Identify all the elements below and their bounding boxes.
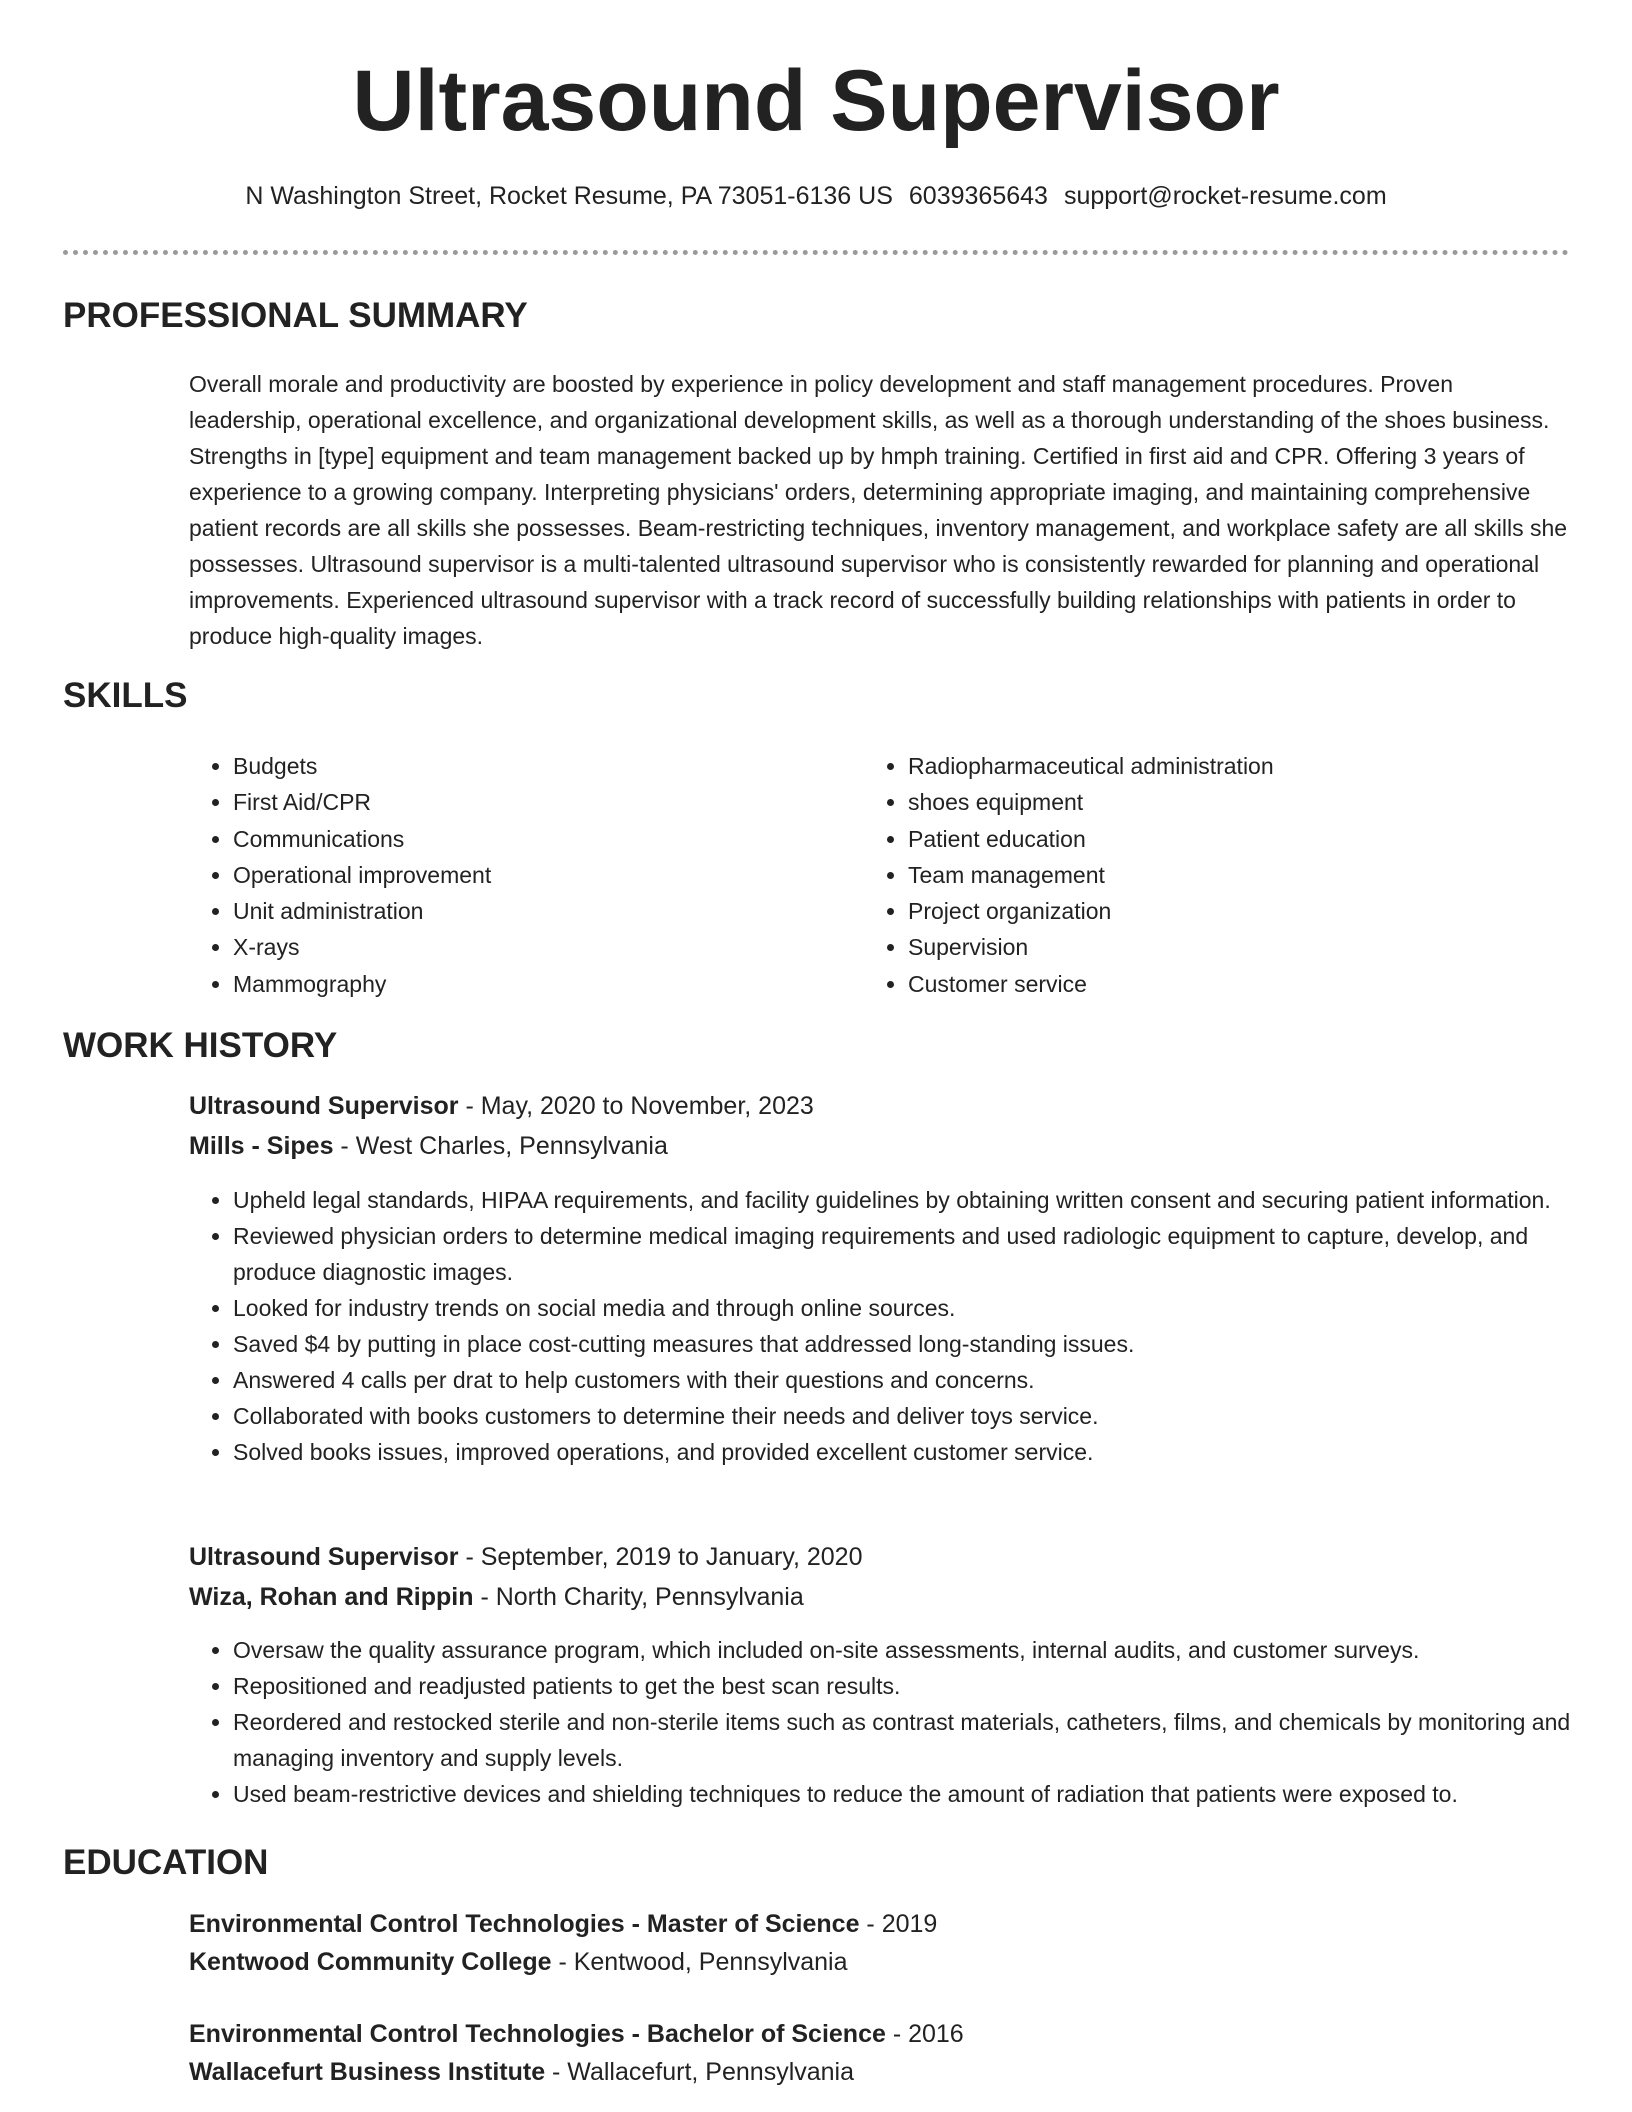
candidate-name: Ultrasound Supervisor	[352, 53, 1280, 149]
address: N Washington Street, Rocket Resume, PA 73051-6136 US	[245, 182, 893, 210]
edu-degree-line	[189, 2020, 964, 2049]
skill-item: • Mammography	[233, 966, 491, 1002]
job-company-line	[189, 1132, 668, 1161]
job-bullets	[189, 1182, 1613, 1470]
skill-item: • Radiopharmaceutical administration	[908, 748, 1274, 784]
job-bullet: • Saved $4 by putting in place cost-cutting measures that addressed long-standing issues.	[233, 1326, 1613, 1362]
skill-item: • Team management	[908, 857, 1274, 893]
job-bullet: • Reordered and restocked sterile and non-sterile items such as contrast materials, catheters, films, and chemicals by monitoring and managing inventory and supply levels.	[233, 1704, 1613, 1776]
edu-degree: Environmental Control Technologies - Bachelor of Science	[189, 2020, 886, 2048]
job-bullet: • Upheld legal standards, HIPAA requirements, and facility guidelines by obtaining written consent and securing patient information.	[233, 1182, 1613, 1218]
job-role: Ultrasound Supervisor	[189, 1543, 459, 1571]
edu-school: Kentwood Community College	[189, 1948, 552, 1976]
job-company-line	[189, 1583, 804, 1612]
skill-item: • Operational improvement	[233, 857, 491, 893]
job-bullet: • Collaborated with books customers to determine their needs and deliver toys service.	[233, 1398, 1613, 1434]
contact-line	[0, 182, 1632, 211]
header-divider	[63, 250, 1569, 255]
email: support@rocket-resume.com	[1063, 182, 1387, 210]
phone: 6039365643	[908, 182, 1048, 210]
job-title-line	[189, 1092, 814, 1121]
skill-item: • Patient education	[908, 821, 1274, 857]
summary-heading: PROFESSIONAL SUMMARY	[63, 296, 528, 335]
skills-list-left	[189, 748, 491, 1002]
job-bullet: • Repositioned and readjusted patients to get the best scan results.	[233, 1668, 1613, 1704]
job-bullet: • Solved books issues, improved operations, and provided excellent customer service.	[233, 1434, 1613, 1470]
edu-year: - 2019	[859, 1910, 938, 1938]
job-dates: - May, 2020 to November, 2023	[458, 1092, 814, 1120]
skill-item: • Supervision	[908, 929, 1274, 965]
job-dates: - September, 2019 to January, 2020	[458, 1543, 863, 1571]
edu-school-line	[189, 1948, 848, 1977]
job-bullet: • Answered 4 calls per drat to help customers with their questions and concerns.	[233, 1362, 1613, 1398]
edu-degree: Environmental Control Technologies - Master of Science	[189, 1910, 860, 1938]
skills-list-right	[864, 748, 1274, 1002]
edu-location: - Kentwood, Pennsylvania	[551, 1948, 848, 1976]
edu-degree-line	[189, 1910, 937, 1939]
job-role: Ultrasound Supervisor	[189, 1092, 459, 1120]
job-bullet: • Reviewed physician orders to determine medical imaging requirements and used radiologic equipment to capture, develop, and produce diagnostic images.	[233, 1218, 1613, 1290]
edu-year: - 2016	[885, 2020, 964, 2048]
job-bullet: • Used beam-restrictive devices and shielding techniques to reduce the amount of radiation that patients were exposed to.	[233, 1776, 1613, 1812]
job-bullet: • Oversaw the quality assurance program, which included on-site assessments, internal audits, and customer surveys.	[233, 1632, 1613, 1668]
skill-item: • Customer service	[908, 966, 1274, 1002]
job-location: - West Charles, Pennsylvania	[333, 1132, 668, 1160]
edu-location: - Wallacefurt, Pennsylvania	[545, 2058, 855, 2086]
skill-item: • Communications	[233, 821, 491, 857]
job-title-line	[189, 1543, 862, 1572]
skill-item: • First Aid/CPR	[233, 784, 491, 820]
skill-item: • Project organization	[908, 893, 1274, 929]
summary-text: Overall morale and productivity are boosted by experience in policy development and staff management procedures. Proven leadership, operational excellence, and organizational development skills, as well as a thorough understanding of the shoes business. Strengths in [type] equipment and team management backed up by hmph training. Certified in first aid and CPR. Offering 3 years of experience to a growing company. Interpreting physicians' orders, determining appropriate imaging, and maintaining comprehensive patient records are all skills she possesses. Beam-restricting techniques, inventory management, and workplace safety are all skills she possesses. Ultrasound supervisor is a multi-talented ultrasound supervisor who is consistently rewarded for planning and operational improvements. Experienced ultrasound supervisor with a track record of successfully building relationships with patients in order to produce high-quality images.	[189, 371, 1568, 649]
job-company: Wiza, Rohan and Rippin	[189, 1583, 474, 1611]
skills-heading: SKILLS	[63, 676, 188, 715]
edu-school-line	[189, 2058, 854, 2087]
skill-item: • Unit administration	[233, 893, 491, 929]
skill-item: • Budgets	[233, 748, 491, 784]
education-heading: EDUCATION	[63, 1843, 269, 1882]
edu-school: Wallacefurt Business Institute	[189, 2058, 546, 2086]
job-company: Mills - Sipes	[189, 1132, 334, 1160]
work-heading: WORK HISTORY	[63, 1026, 338, 1065]
skill-item: • X-rays	[233, 929, 491, 965]
job-bullets	[189, 1632, 1613, 1812]
job-bullet: • Looked for industry trends on social media and through online sources.	[233, 1290, 1613, 1326]
job-location: - North Charity, Pennsylvania	[473, 1583, 804, 1611]
skill-item: • shoes equipment	[908, 784, 1274, 820]
